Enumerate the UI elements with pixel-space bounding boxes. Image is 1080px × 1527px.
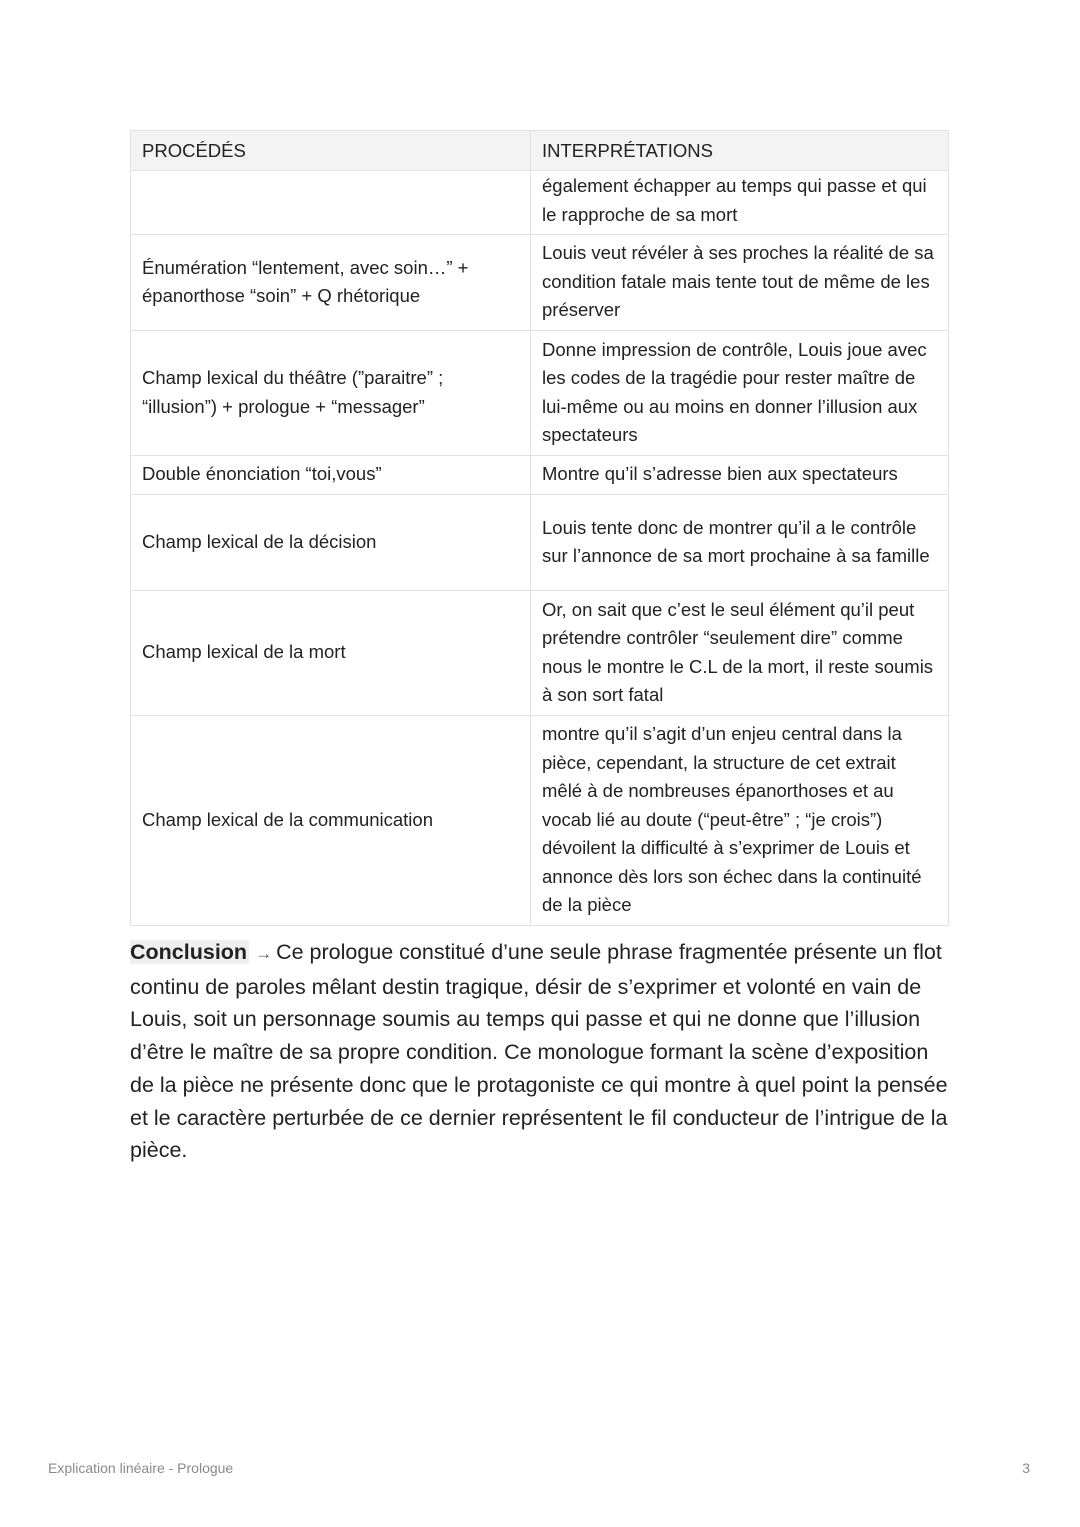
- table-row: [131, 171, 949, 235]
- arrow-right-icon: →: [255, 944, 273, 963]
- footer-page-number: 3: [1022, 1460, 1030, 1476]
- interpretation-cell: Louis tente donc de montrer qu’il a le contrôle sur l’annonce de sa mort prochaine à sa famille: [531, 495, 949, 591]
- procede-cell: Champ lexical du théâtre (”paraitre” ; “illusion”) + prologue + “messager”: [131, 331, 531, 456]
- footer-document-title: Explication linéaire - Prologue: [48, 1460, 234, 1476]
- header-procedes: PROCÉDÉS: [131, 131, 531, 171]
- interpretation-cell: Or, on sait que c’est le seul élément qu’il peut prétendre contrôler “seulement dire” comme nous le montre le C.L de la mort, il reste soumis à son sort fatal: [531, 591, 949, 716]
- table-row: [131, 235, 949, 331]
- interpretation-cell: également échapper au temps qui passe et qui le rapproche de sa mort: [531, 171, 949, 235]
- conclusion-label: Conclusion: [130, 940, 248, 964]
- interpretation-cell: Montre qu’il s’adresse bien aux spectateurs: [531, 456, 949, 495]
- table-header-row: [131, 131, 949, 171]
- procede-cell: Champ lexical de la mort: [131, 591, 531, 716]
- header-interpretations: INTERPRÉTATIONS: [531, 131, 949, 171]
- procede-cell: Champ lexical de la communication: [131, 716, 531, 926]
- interpretation-cell: Louis veut révéler à ses proches la réalité de sa condition fatale mais tente tout de même de les préserver: [531, 235, 949, 331]
- procede-cell: Champ lexical de la décision: [131, 495, 531, 591]
- table-row: [131, 331, 949, 456]
- procede-cell: Double énonciation “toi,vous”: [131, 456, 531, 495]
- conclusion-text: Ce prologue constitué d’une seule phrase fragmentée présente un flot continu de paroles mêlant destin tragique, désir de s’exprimer et volonté en vain de Louis, soit un personnage soumis au temps qui passe et qui ne donne que l’illusion d’être le maître de sa propre condition. Ce monologue formant la scène d’exposition de la pièce ne présente donc que le protagoniste ce qui montre à quel point la pensée et le caractère perturbée de ce dernier représentent le fil conducteur de l’intrigue de la pièce.: [130, 940, 948, 1163]
- table-row: [131, 591, 949, 716]
- conclusion-paragraph: [130, 936, 948, 1167]
- table-row: [131, 716, 949, 926]
- analysis-table: [130, 130, 949, 926]
- interpretation-cell: Donne impression de contrôle, Louis joue avec les codes de la tragédie pour rester maître de lui-même ou au moins en donner l’illusion aux spectateurs: [531, 331, 949, 456]
- procede-cell: Énumération “lentement, avec soin…” + épanorthose “soin” + Q rhétorique: [131, 235, 531, 331]
- procede-cell: [131, 171, 531, 235]
- interpretation-cell: montre qu’il s’agit d’un enjeu central dans la pièce, cependant, la structure de cet extrait mêlé à de nombreuses épanorthoses et au vocab lié au doute (“peut-être” ; “je crois”) dévoilent la difficulté à s’exprimer de Louis et annonce dès lors son échec dans la continuité de la pièce: [531, 716, 949, 926]
- table-row: [131, 456, 949, 495]
- page-content: [130, 130, 948, 1167]
- table-row: [131, 495, 949, 591]
